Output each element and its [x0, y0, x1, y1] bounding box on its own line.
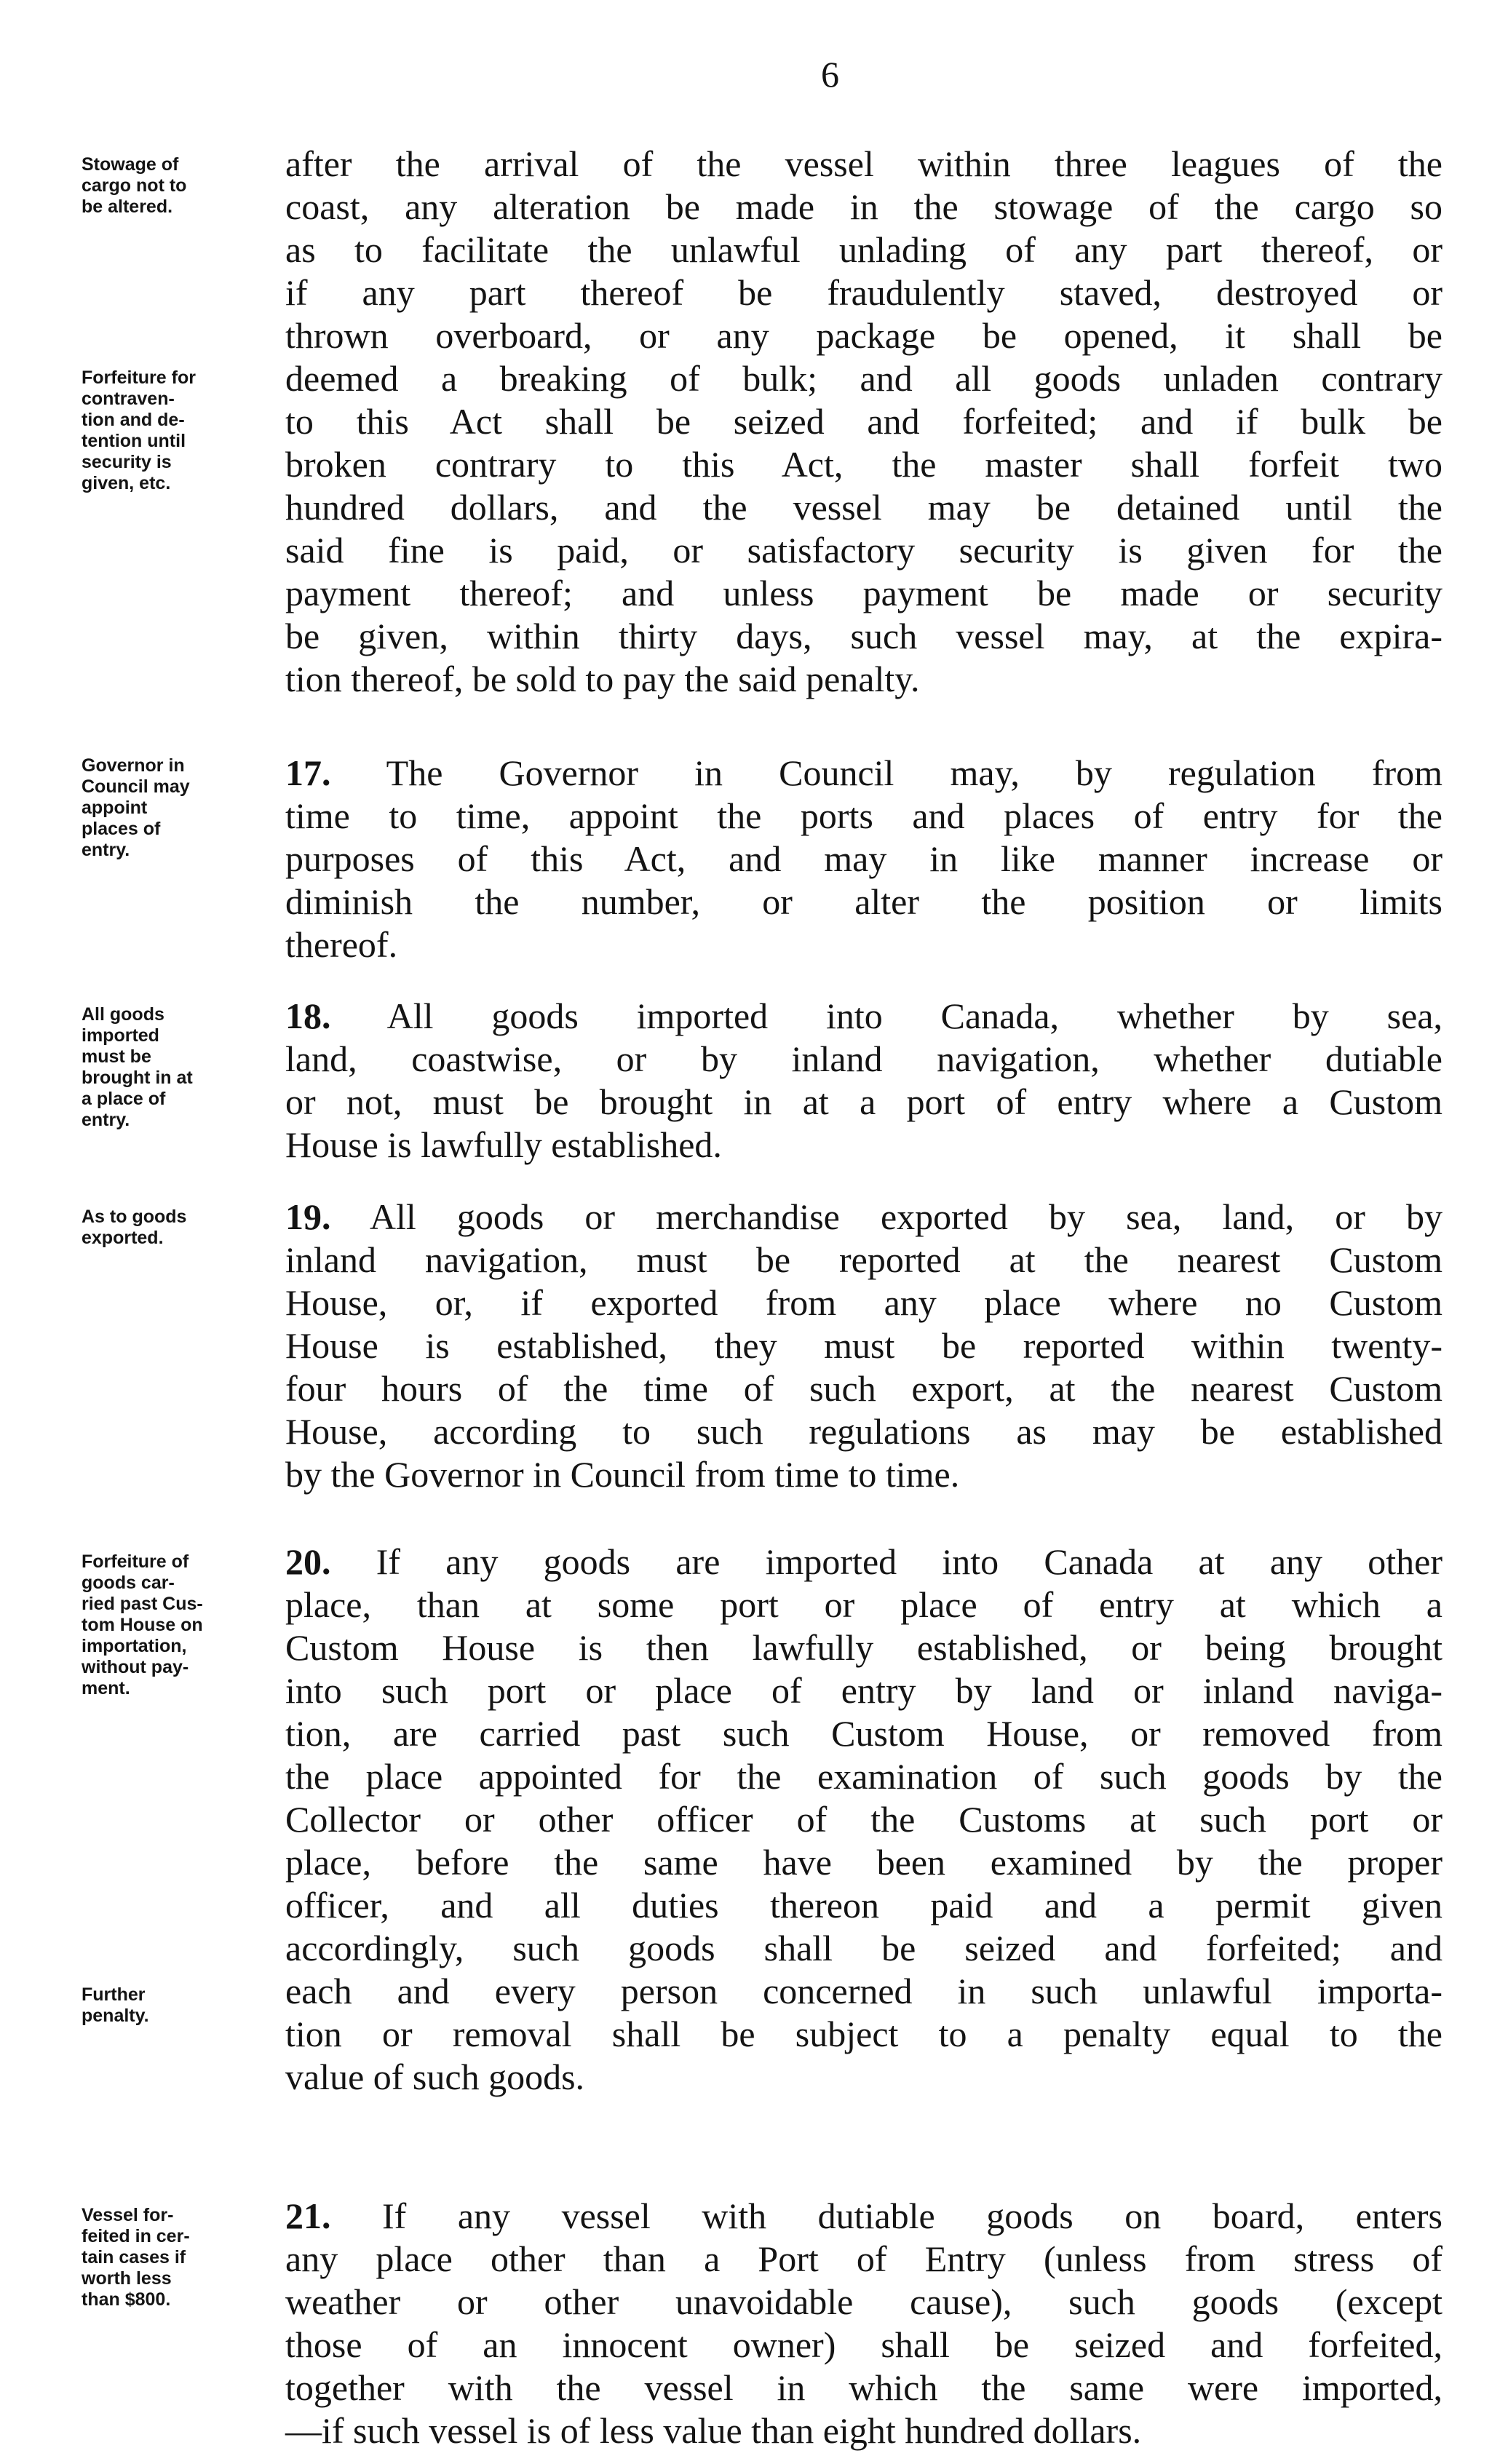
margin-note-further-penalty	[82, 1984, 285, 2027]
text-line: coast, any alteration be made in the stowage of the cargo so	[285, 186, 1442, 227]
margin-note-line: Vessel for-	[82, 2205, 174, 2225]
text-line: purposes of this Act, and may in like manner increase or	[285, 838, 1442, 879]
margin-note-line: security is	[82, 452, 172, 472]
margin-note-line: tain cases if	[82, 2247, 186, 2268]
text-line: deemed a breaking of bulk; and all goods unladen contrary	[285, 358, 1442, 399]
text-line: accordingly, such goods shall be seized and forfeited; and	[285, 1928, 1442, 1968]
text-line-content: The Governor in Council may, by regulation from	[386, 752, 1442, 793]
section-number: 17.	[285, 752, 331, 793]
text-line	[285, 995, 1442, 1038]
text-line: tion, are carried past such Custom House, or removed from	[285, 1713, 1442, 1754]
text-line: House, according to such regulations as may be established	[285, 1411, 1442, 1452]
margin-note-line: tention until	[82, 431, 186, 451]
margin-note-line: Council may	[82, 776, 190, 797]
text-line: together with the vessel in which the same were imported,	[285, 2367, 1442, 2408]
margin-note-line: Forfeiture for	[82, 367, 196, 388]
margin-note-line: imported	[82, 1025, 159, 1046]
text-line-content: All goods imported into Canada, whether by sea,	[386, 995, 1442, 1036]
margin-note-line: All goods	[82, 1004, 164, 1025]
text-line: be given, within thirty days, such vessel may, at the expira-	[285, 616, 1442, 656]
margin-note-line: exported.	[82, 1228, 164, 1248]
text-line: thereof.	[285, 924, 398, 965]
text-line: broken contrary to this Act, the master shall forfeit two	[285, 444, 1442, 485]
text-line: House is established, they must be reported within twenty-	[285, 1325, 1442, 1366]
text-line: inland navigation, must be reported at the nearest Custom	[285, 1239, 1442, 1280]
section-number: 19.	[285, 1196, 331, 1237]
text-line: thrown overboard, or any package be opened, it shall be	[285, 315, 1442, 356]
text-line: four hours of the time of such export, at the nearest Custom	[285, 1368, 1442, 1409]
margin-note-line: Further	[82, 1984, 146, 2005]
margin-note-line: entry.	[82, 840, 130, 860]
text-line-content: If any vessel with dutiable goods on board, enters	[382, 2195, 1443, 2236]
margin-note-line: ment.	[82, 1678, 130, 1698]
section-number: 20.	[285, 1541, 331, 1582]
text-line: after the arrival of the vessel within three leagues of the	[285, 143, 1442, 184]
margin-note-line: tom House on	[82, 1615, 203, 1635]
text-line: House, or, if exported from any place where no Custom	[285, 1282, 1442, 1323]
text-line	[285, 752, 1442, 795]
text-line: Custom House is then lawfully established, or being brought	[285, 1627, 1442, 1668]
margin-note-line: without pay-	[82, 1657, 189, 1677]
text-line: officer, and all duties thereon paid and a permit given	[285, 1885, 1442, 1926]
margin-note-forfeiture-goods	[82, 1551, 285, 1699]
section-19	[285, 1196, 1442, 1496]
margin-note-line: As to goods	[82, 1207, 187, 1227]
margin-note-line: Forfeiture of	[82, 1551, 189, 1572]
margin-note-line: Stowage of	[82, 154, 179, 175]
text-line: said fine is paid, or satisfactory security is given for the	[285, 530, 1442, 571]
text-line: value of such goods.	[285, 2056, 585, 2097]
section-18	[285, 995, 1442, 1167]
text-line: weather or other unavoidable cause), such goods (except	[285, 2281, 1442, 2322]
margin-note-line: feited in cer-	[82, 2226, 190, 2246]
margin-note-line: brought in at	[82, 1068, 193, 1088]
margin-note-line: places of	[82, 819, 161, 839]
margin-note-line: entry.	[82, 1110, 130, 1130]
section-21	[285, 2195, 1442, 2452]
margin-note-line: goods car-	[82, 1573, 175, 1593]
text-line	[285, 2195, 1442, 2238]
text-line: any place other than a Port of Entry (unless from stress of	[285, 2238, 1442, 2279]
section-number: 18.	[285, 995, 331, 1036]
margin-note-line: cargo not to	[82, 175, 187, 196]
text-line: land, coastwise, or by inland navigation, whether dutiable	[285, 1038, 1442, 1079]
text-line: by the Governor in Council from time to time.	[285, 1454, 960, 1495]
section-17	[285, 752, 1442, 966]
text-line	[285, 1196, 1442, 1239]
margin-note-line: appoint	[82, 798, 148, 818]
text-line	[285, 1541, 1442, 1583]
margin-note-line: importation,	[82, 1636, 187, 1656]
margin-note-goods-exported	[82, 1207, 285, 1249]
margin-note-stowage	[82, 154, 285, 218]
section-number: 21.	[285, 2195, 331, 2236]
section-continuation	[285, 143, 1442, 701]
text-line-content: If any goods are imported into Canada at any other	[376, 1541, 1442, 1582]
text-line: time to time, appoint the ports and places of entry for the	[285, 795, 1442, 836]
margin-note-goods-imported	[82, 1004, 285, 1131]
margin-note-line: given, etc.	[82, 473, 171, 493]
text-line: as to facilitate the unlawful unlading of any part thereof, or	[285, 229, 1442, 270]
text-line: hundred dollars, and the vessel may be detained until the	[285, 487, 1442, 528]
text-line: payment thereof; and unless payment be made or security	[285, 573, 1442, 613]
margin-note-line: than $800.	[82, 2289, 171, 2310]
text-line-content: All goods or merchandise exported by sea, land, or by	[369, 1196, 1442, 1237]
text-line: tion or removal shall be subject to a penalty equal to the	[285, 2014, 1442, 2054]
text-line: place, before the same have been examined by the proper	[285, 1842, 1442, 1883]
margin-note-line: be altered.	[82, 196, 173, 217]
section-20	[285, 1541, 1442, 2099]
margin-note-line: a place of	[82, 1089, 166, 1109]
margin-note-line: worth less	[82, 2268, 172, 2289]
page-number: 6	[821, 54, 839, 95]
text-line: place, than at some port or place of entry at which a	[285, 1584, 1442, 1625]
margin-note-vessel-forfeited	[82, 2205, 285, 2310]
text-line: Collector or other officer of the Customs at such port or	[285, 1799, 1442, 1840]
text-line: —if such vessel is of less value than eight hundred dollars.	[285, 2410, 1142, 2451]
text-line: if any part thereof be fraudulently staved, destroyed or	[285, 272, 1442, 313]
text-line: the place appointed for the examination of such goods by the	[285, 1756, 1442, 1797]
text-line: those of an innocent owner) shall be seized and forfeited,	[285, 2324, 1442, 2365]
text-line: diminish the number, or alter the position or limits	[285, 881, 1442, 922]
margin-note-forfeiture-contravention	[82, 367, 285, 494]
text-line: into such port or place of entry by land or inland naviga-	[285, 1670, 1442, 1711]
text-line: tion thereof, be sold to pay the said penalty.	[285, 659, 920, 699]
margin-note-governor-ports	[82, 755, 285, 861]
text-line: House is lawfully established.	[285, 1124, 722, 1165]
margin-note-line: must be	[82, 1046, 151, 1067]
margin-note-line: tion and de-	[82, 410, 185, 430]
margin-note-line: penalty.	[82, 2006, 149, 2026]
margin-note-line: ried past Cus-	[82, 1594, 203, 1614]
margin-note-line: Governor in	[82, 755, 185, 776]
text-line: or not, must be brought in at a port of entry where a Custom	[285, 1081, 1442, 1122]
margin-note-line: contraven-	[82, 389, 175, 409]
text-line: each and every person concerned in such unlawful importa-	[285, 1971, 1442, 2011]
text-line: to this Act shall be seized and forfeited; and if bulk be	[285, 401, 1442, 442]
